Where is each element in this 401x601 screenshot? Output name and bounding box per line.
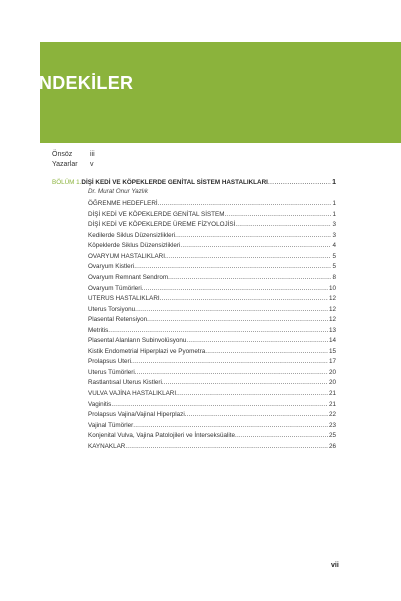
toc-entry-page: 1 [332, 200, 336, 208]
toc-entry[interactable] [88, 410, 336, 421]
chapter-number: BÖLÜM 1. [52, 179, 82, 186]
toc-entry-title: UTERUS HASTALIKLARI [88, 295, 160, 303]
toc-entry-title: Ovaryum Tümörleri [88, 284, 142, 292]
toc-entry-page: 1 [332, 210, 336, 218]
dot-leader [134, 262, 331, 273]
toc-entry[interactable] [88, 421, 336, 432]
toc-entry-title: Plasental Retensiyon [88, 316, 148, 324]
dot-leader [176, 389, 328, 400]
dot-leader [205, 347, 328, 358]
toc-entry[interactable] [88, 273, 336, 284]
dot-leader [162, 378, 328, 389]
toc-entry-title: Vajinal Tümörler [88, 421, 134, 429]
toc-entry-page: 21 [328, 390, 336, 398]
dot-leader [108, 326, 328, 337]
toc-entry-title: Prolapsus Vajina/Vajinal Hiperplazi [88, 411, 185, 419]
toc-entry[interactable] [88, 262, 336, 273]
front-matter-page: iii [90, 151, 95, 158]
front-matter-label: Önsöz [52, 151, 73, 158]
toc-entry-page: 14 [328, 337, 336, 345]
toc-entry-title: Uterus Tümörleri [88, 368, 135, 376]
toc-entry-title: Kedilerde Siklus Düzensizlikleri [88, 231, 176, 239]
toc-entry-page: 12 [328, 295, 336, 303]
toc-entry-title: OVARYUM HASTALIKLARI [88, 252, 165, 260]
toc-entry[interactable] [88, 252, 336, 263]
toc-entry[interactable] [88, 368, 336, 379]
toc-entry-title: Kistik Endometrial Hiperplazi ve Pyometra [88, 347, 206, 355]
toc-entry[interactable] [88, 315, 336, 326]
toc-entry-page: 3 [332, 231, 336, 239]
toc-entry[interactable] [88, 220, 336, 231]
toc-entry[interactable] [88, 326, 336, 337]
toc-entry-page: 8 [332, 274, 336, 282]
toc-entry[interactable] [88, 294, 336, 305]
toc-entry[interactable] [88, 378, 336, 389]
dot-leader [185, 410, 328, 421]
toc-entry-title: Plasental Alanların Subinvolüsyonu [88, 337, 187, 345]
toc-entry[interactable] [88, 442, 336, 453]
toc-entry-page: 10 [328, 284, 336, 292]
dot-leader [125, 442, 328, 453]
toc-entry[interactable] [88, 357, 336, 368]
dot-leader [147, 315, 328, 326]
dot-leader [175, 231, 331, 242]
toc-entry[interactable] [88, 389, 336, 400]
page-number: vii [331, 562, 339, 569]
toc-entry-page: 4 [332, 242, 336, 250]
front-matter-item[interactable] [52, 150, 95, 160]
front-matter-list [52, 150, 95, 170]
chapter-page: 1 [332, 179, 336, 186]
chapter-heading[interactable] [52, 179, 336, 188]
front-matter-page: v [90, 161, 94, 168]
toc-entry[interactable] [88, 347, 336, 358]
toc-entry-page: 26 [328, 442, 336, 450]
toc-entry[interactable] [88, 199, 336, 210]
toc-entry[interactable] [88, 431, 336, 442]
toc-entry-title: DİŞİ KEDİ VE KÖPEKLERDE GENİTAL SİSTEM [88, 210, 225, 218]
toc-entry-title: DİŞİ KEDİ VE KÖPEKLERDE ÜREME FİZYOLOJİSİ [88, 221, 236, 229]
front-matter-label: Yazarlar [52, 161, 78, 168]
toc-entry-page: 21 [328, 400, 336, 408]
toc-entry[interactable] [88, 210, 336, 221]
toc-entry[interactable] [88, 284, 336, 295]
dot-leader [186, 336, 328, 347]
toc-entry[interactable] [88, 305, 336, 316]
toc-entry-title: VULVA VAJİNA HASTALIKLARI [88, 390, 177, 398]
chapter-title: DİŞİ KEDİ VE KÖPEKLERDE GENİTAL SİSTEM HASTALIKLARI [81, 179, 268, 186]
dot-leader [180, 241, 331, 252]
toc-entry-page: 13 [328, 326, 336, 334]
dot-leader [235, 431, 328, 442]
toc-entry-title: Vaginitis [88, 400, 112, 408]
dot-leader [165, 252, 332, 263]
chapter-author: Dr. Murat Onur Yazlık [88, 187, 149, 195]
chapter-section [52, 179, 336, 452]
dot-leader [158, 199, 332, 210]
toc-entry[interactable] [88, 231, 336, 242]
toc-entry-page: 25 [328, 432, 336, 440]
toc-entry-title: Ovaryum Remnant Sendrom [88, 274, 169, 282]
toc-entry[interactable] [88, 336, 336, 347]
dot-leader [268, 179, 331, 188]
dot-leader [142, 284, 328, 295]
toc-entries [52, 199, 336, 452]
toc-entry-title: Konjenital Vulva, Vajina Patolojileri ve İnterseksüalite [88, 432, 236, 440]
front-matter-item[interactable] [52, 160, 95, 170]
toc-entry-title: Ovaryum Kistleri [88, 263, 135, 271]
toc-entry[interactable] [88, 400, 336, 411]
dot-leader [160, 294, 328, 305]
toc-entry-page: 17 [328, 358, 336, 366]
toc-entry-title: Prolapsus Uteri [88, 358, 132, 366]
toc-entry-title: KAYNAKLAR [88, 442, 126, 450]
toc-entry[interactable] [88, 241, 336, 252]
dot-leader [224, 210, 331, 221]
toc-entry-page: 20 [328, 379, 336, 387]
dot-leader [131, 357, 328, 368]
page-title: İÇİNDEKİLER [15, 73, 134, 93]
dot-leader [168, 273, 331, 284]
dot-leader [135, 305, 328, 316]
toc-entry-title: Rastlantısal Uterus Kistleri [88, 379, 162, 387]
toc-entry-page: 12 [328, 316, 336, 324]
toc-entry-page: 5 [332, 263, 336, 271]
toc-entry-title: Metritis [88, 326, 109, 334]
toc-entry-page: 3 [332, 221, 336, 229]
toc-entry-title: Uterus Torsiyonu [88, 305, 136, 313]
toc-entry-page: 23 [328, 421, 336, 429]
toc-entry-page: 15 [328, 347, 336, 355]
toc-entry-title: Köpeklerde Siklus Düzensizlikleri [88, 242, 181, 250]
dot-leader [133, 421, 328, 432]
toc-entry-page: 5 [332, 252, 336, 260]
dot-leader [135, 368, 328, 379]
toc-entry-title: ÖĞRENME HEDEFLERİ [88, 200, 158, 208]
dot-leader [111, 400, 328, 411]
toc-entry-page: 20 [328, 368, 336, 376]
toc-entry-page: 22 [328, 411, 336, 419]
dot-leader [235, 220, 331, 231]
toc-entry-page: 12 [328, 305, 336, 313]
